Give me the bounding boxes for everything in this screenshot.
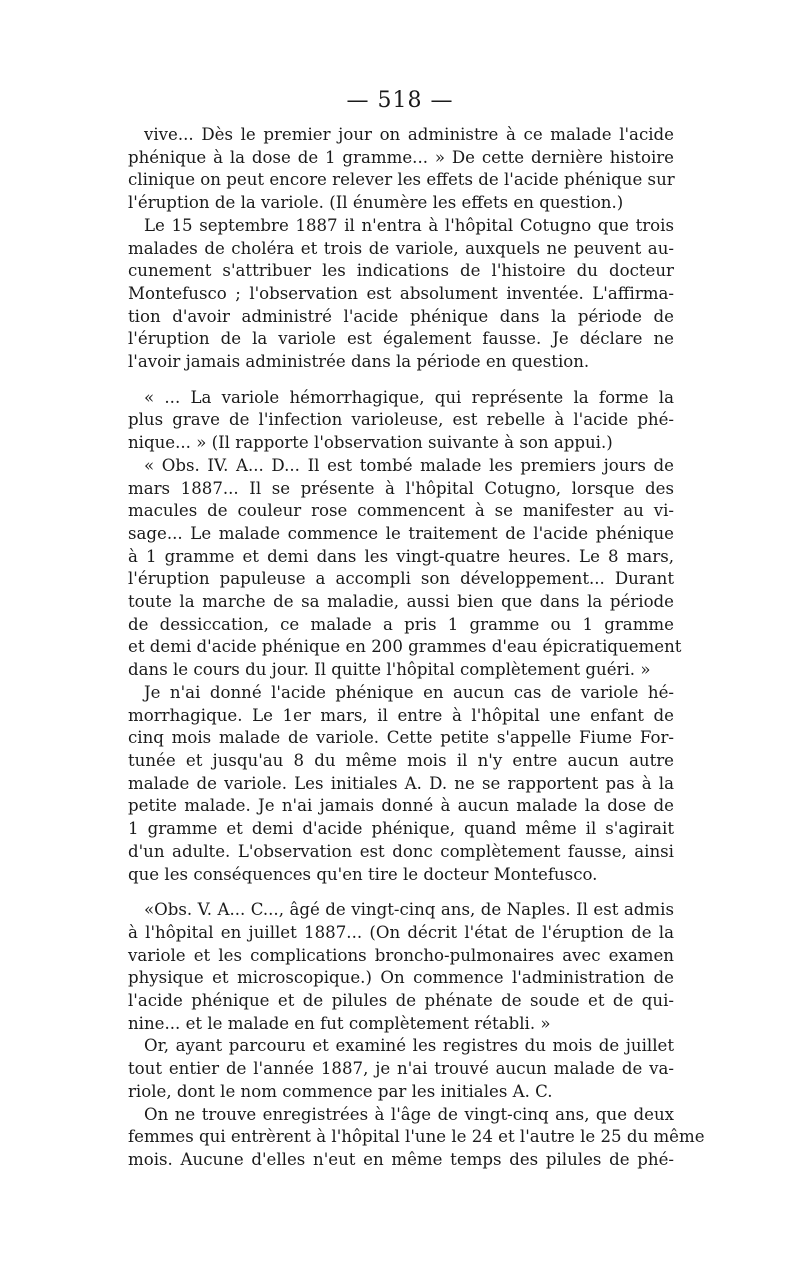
- paragraph: [128, 455, 682, 682]
- text-line: phénique à la dose de 1 gramme... » De cette dernière histoire: [128, 147, 674, 167]
- text-line: tout entier de l'année 1887, je n'ai trouvé aucun malade de va-: [128, 1059, 674, 1079]
- text-line: de dessiccation, ce malade a pris 1 gramme ou 1 gramme: [128, 614, 674, 634]
- text-line: l'acide phénique et de pilules de phénate de soude et de qui-: [128, 991, 674, 1011]
- text-line: cinq mois malade de variole. Cette petite s'appelle Fiume For-: [128, 728, 674, 748]
- text-line: 1 gramme et demi d'acide phénique, quand même il s'agirait: [128, 819, 674, 839]
- text-line: clinique on peut encore relever les effets de l'acide phénique sur: [128, 170, 675, 190]
- text-line: physique et microscopique.) On commence l'administration de: [128, 968, 674, 988]
- text-line: tunée et jusqu'au 8 du même mois il n'y entre aucun autre: [128, 750, 674, 770]
- text-line: Je n'ai donné l'acide phénique en aucun cas de variole hé-: [144, 682, 674, 702]
- text-line: petite malade. Je n'ai jamais donné à aucun malade la dose de: [128, 796, 674, 816]
- text-line: à l'hôpital en juillet 1887... (On décrit l'état de l'éruption de la: [128, 922, 674, 942]
- text-line: nine... et le malade en fut complètement rétabli. »: [128, 1013, 551, 1033]
- paragraph: [128, 215, 674, 374]
- text-line: que les conséquences qu'en tire le docteur Montefusco.: [128, 864, 598, 884]
- paragraph: [128, 387, 674, 455]
- text-line: Le 15 septembre 1887 il n'entra à l'hôpital Cotugno que trois: [144, 215, 674, 235]
- text-line: plus grave de l'infection varioleuse, est rebelle à l'acide phé-: [128, 410, 674, 430]
- paragraph: [128, 124, 674, 215]
- text-line: mars 1887... Il se présente à l'hôpital Cotugno, lorsque des: [128, 478, 674, 498]
- body-text: [128, 124, 705, 1172]
- text-line: l'éruption papuleuse a accompli son développement... Durant: [128, 569, 674, 589]
- page-number: — 518 —: [346, 88, 454, 113]
- text-line: «Obs. V. A... C..., âgé de vingt-cinq ans, de Naples. Il est admis: [144, 900, 674, 920]
- paragraph: [128, 899, 674, 1035]
- text-line: Or, ayant parcouru et examiné les registres du mois de juillet: [144, 1036, 674, 1056]
- text-line: vive... Dès le premier jour on administre à ce malade l'acide: [144, 125, 674, 144]
- paragraph: [128, 1104, 705, 1172]
- text-line: variole et les complications broncho-pulmonaires avec examen: [128, 945, 674, 965]
- text-line: tion d'avoir administré l'acide phénique dans la période de: [128, 306, 674, 326]
- text-line: cunement s'attribuer les indications de l'histoire du docteur: [128, 261, 674, 281]
- text-line: femmes qui entrèrent à l'hôpital l'une le 24 et l'autre le 25 du même: [128, 1127, 705, 1147]
- text-line: toute la marche de sa maladie, aussi bien que dans la période: [128, 592, 674, 612]
- text-line: mois. Aucune d'elles n'eut en même temps des pilules de phé-: [128, 1149, 674, 1169]
- text-line: d'un adulte. L'observation est donc complètement fausse, ainsi: [128, 841, 674, 861]
- text-line: l'éruption de la variole est également fausse. Je déclare ne: [128, 329, 674, 349]
- text-line: morrhagique. Le 1er mars, il entre à l'hôpital une enfant de: [128, 705, 674, 725]
- text-line: Montefusco ; l'observation est absolument inventée. L'affirma-: [128, 283, 674, 303]
- text-line: l'éruption de la variole. (Il énumère les effets en question.): [128, 193, 624, 213]
- text-line: riole, dont le nom commence par les initiales A. C.: [128, 1081, 553, 1101]
- text-line: à 1 gramme et demi dans les vingt-quatre heures. Le 8 mars,: [128, 546, 674, 566]
- text-line: « ... La variole hémorrhagique, qui représente la forme la: [144, 387, 674, 407]
- text-line: malades de choléra et trois de variole, auxquels ne peuvent au-: [128, 238, 674, 258]
- text-line: malade de variole. Les initiales A. D. ne se rapportent pas à la: [128, 773, 674, 793]
- text-line: « Obs. IV. A... D... Il est tombé malade les premiers jours de: [144, 455, 674, 475]
- paragraph: [128, 1035, 674, 1103]
- text-line: l'avoir jamais administrée dans la période en question.: [128, 352, 590, 372]
- text-line: et demi d'acide phénique en 200 grammes d'eau épicratiquement: [128, 637, 682, 657]
- text-line: macules de couleur rose commencent à se manifester au vi-: [128, 501, 674, 521]
- paragraph: [128, 682, 674, 886]
- paragraph-gap: [128, 374, 674, 387]
- text-line: On ne trouve enregistrées à l'âge de vingt-cinq ans, que deux: [144, 1104, 674, 1124]
- paragraph-gap: [128, 886, 674, 899]
- text-line: dans le cours du jour. Il quitte l'hôpital complètement guéri. »: [128, 660, 651, 680]
- text-line: sage... Le malade commence le traitement de l'acide phénique: [128, 523, 674, 543]
- text-line: nique... » (Il rapporte l'observation suivante à son appui.): [128, 433, 613, 453]
